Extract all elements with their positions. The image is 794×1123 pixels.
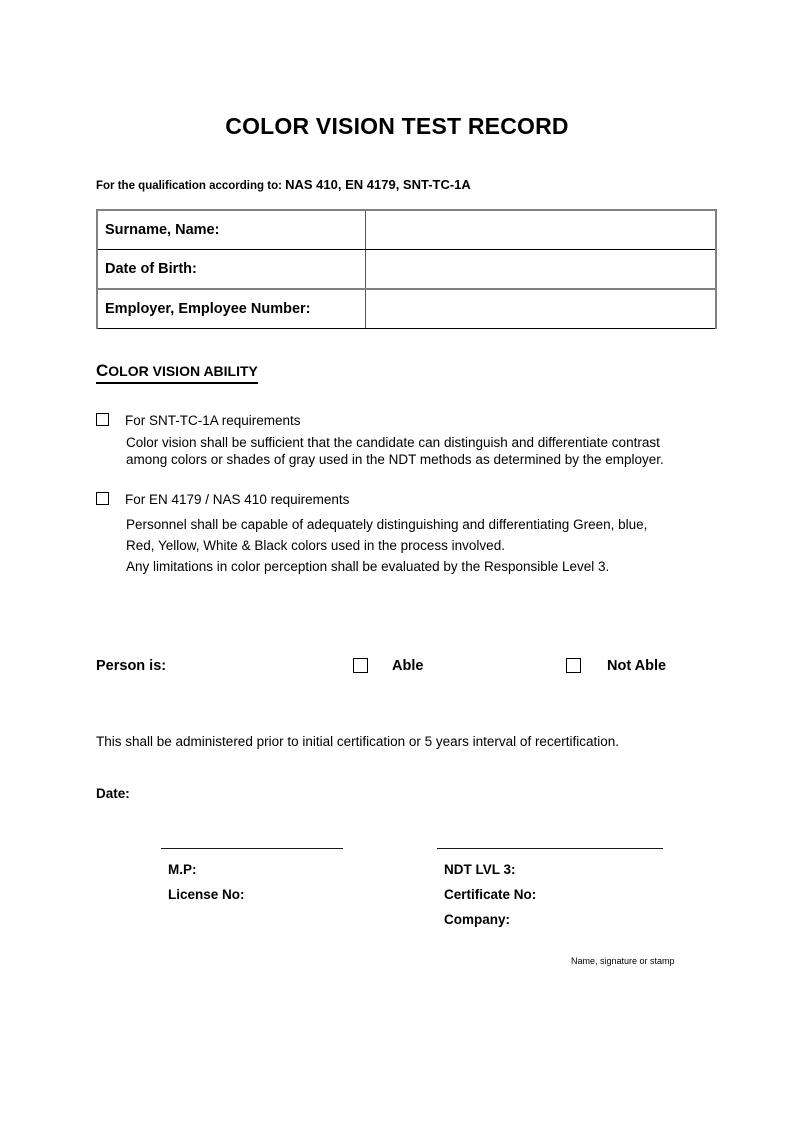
checkbox-able[interactable]: [353, 658, 368, 673]
requirement-heading-snt-tc-1a: [96, 412, 664, 429]
label-not-able: Not Able: [607, 658, 667, 674]
field-label-employer-employee-number: Employer, Employee Number:: [97, 289, 366, 329]
requirement-line: Personnel shall be capable of adequately distinguishing and differentiating Green, blue,: [126, 517, 648, 532]
field-value-date-of-birth[interactable]: [366, 250, 717, 290]
field-value-surname[interactable]: [366, 210, 717, 250]
signature-label-ndt-lvl3: NDT LVL 3:: [444, 862, 516, 877]
signature-fields-ndt-lvl3: [437, 849, 663, 932]
checkbox-not-able[interactable]: [566, 658, 581, 673]
checkbox-en4179-nas410[interactable]: [96, 492, 109, 505]
requirement-heading-en4179-nas410: [96, 491, 647, 508]
section-heading-color-vision-ability: [96, 362, 258, 384]
qualification-standards: NAS 410, EN 4179, SNT-TC-1A: [285, 177, 471, 192]
requirement-line: Red, Yellow, White & Black colors used in the process involved.: [126, 538, 505, 553]
page-title: COLOR VISION TEST RECORD: [225, 113, 569, 139]
requirement-label-en4179-nas410: For EN 4179 / NAS 410 requirements: [125, 492, 350, 507]
signature-block-ndt-lvl3: [437, 848, 663, 932]
section-heading-initial: C: [96, 361, 109, 380]
section-heading-text: OLOR VISION ABILITY: [108, 363, 258, 379]
field-value-employer-employee-number[interactable]: [366, 289, 717, 329]
qualification-prefix: For the qualification according to:: [96, 180, 282, 192]
table-row: [97, 289, 716, 329]
requirement-line: Any limitations in color perception shall be evaluated by the Responsible Level 3.: [126, 559, 610, 574]
qualification-subtitle: [96, 177, 471, 192]
person-ability-row: [96, 656, 698, 678]
signature-label-license-no: License No:: [168, 887, 245, 902]
label-able: Able: [392, 658, 424, 674]
requirement-block-snt-tc-1a: [96, 412, 664, 468]
signature-label-company: Company:: [444, 912, 511, 927]
signature-note: Name, signature or stamp: [571, 956, 675, 966]
signature-label-certificate-no: Certificate No:: [444, 887, 537, 902]
requirement-line: among colors or shades of gray used in the NDT methods as determined by the employer.: [126, 452, 664, 467]
signature-block-mp: [161, 848, 343, 907]
person-is-label: Person is:: [96, 658, 167, 674]
table-row: [97, 210, 716, 250]
date-field: [96, 786, 130, 801]
requirement-text-snt-tc-1a: [96, 429, 664, 468]
checkbox-snt-tc-1a[interactable]: [96, 413, 109, 426]
signature-label-mp: M.P:: [168, 862, 197, 877]
requirement-block-en4179-nas410: [96, 491, 647, 577]
table-row: [97, 250, 716, 290]
requirement-label-snt-tc-1a: For SNT-TC-1A requirements: [125, 413, 301, 428]
personal-info-table: [96, 209, 717, 329]
requirement-line: Color vision shall be sufficient that the candidate can distinguish and differentiate contrast: [126, 435, 660, 450]
field-label-surname: Surname, Name:: [97, 210, 366, 250]
administration-statement: This shall be administered prior to initial certification or 5 years interval of recertification.: [96, 734, 619, 749]
date-label: Date:: [96, 786, 130, 801]
requirement-text-en4179-nas410: [96, 508, 647, 577]
field-label-date-of-birth: Date of Birth:: [97, 250, 366, 290]
signature-fields-mp: [161, 849, 343, 907]
